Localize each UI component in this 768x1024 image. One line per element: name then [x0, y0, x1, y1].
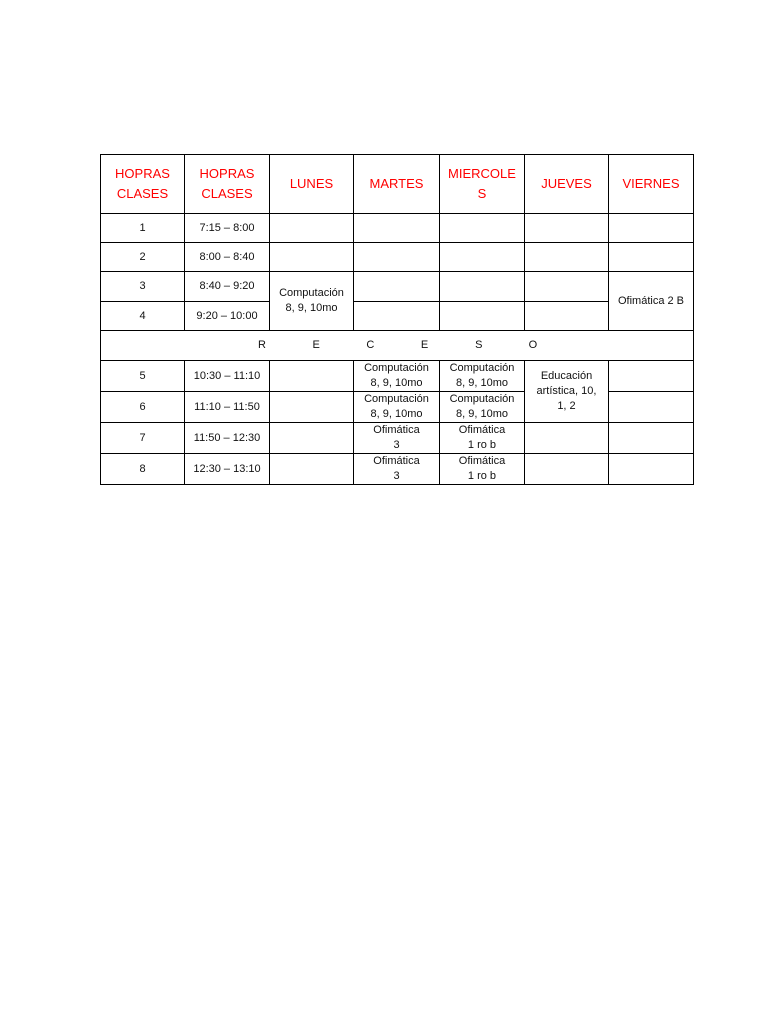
table-row: [101, 243, 694, 272]
class-grades: 8, 9, 10mo: [370, 408, 423, 420]
monday-class-cell: [270, 272, 354, 331]
empty-cell: [270, 392, 354, 423]
empty-cell: [440, 302, 525, 331]
class-subject: Ofimática: [458, 424, 506, 436]
table-row: [101, 423, 694, 454]
empty-cell: [525, 214, 609, 243]
wednesday-class-cell: [440, 423, 525, 454]
period-time: 8:40 – 9:20: [185, 272, 270, 302]
tuesday-class-cell: [354, 454, 440, 485]
recess-letter: R: [258, 339, 266, 351]
wednesday-class-cell: [440, 361, 525, 392]
empty-cell: [270, 361, 354, 392]
period-time: 11:10 – 11:50: [185, 392, 270, 423]
period-number: 3: [101, 272, 185, 302]
header-friday: VIERNES: [609, 155, 694, 214]
table-row: [101, 302, 694, 331]
table-row: [101, 214, 694, 243]
period-number: 4: [101, 302, 185, 331]
header-thursday: JUEVES: [525, 155, 609, 214]
period-number: 5: [101, 361, 185, 392]
recess-label: [257, 338, 538, 353]
class-subject: Ofimática: [373, 424, 420, 436]
period-time: 8:00 – 8:40: [185, 243, 270, 272]
class-subject: Computación: [279, 287, 344, 299]
period-number: 6: [101, 392, 185, 423]
header-wednesday: MIERCOLE S: [440, 155, 525, 214]
empty-cell: [609, 392, 694, 423]
class-grades: 1, 2: [557, 400, 576, 412]
empty-cell: [609, 243, 694, 272]
empty-cell: [525, 302, 609, 331]
header-class-hours-2: HOPRAS CLASES: [185, 155, 270, 214]
recess-letter: C: [366, 339, 375, 351]
tuesday-class-cell: [354, 423, 440, 454]
empty-cell: [525, 272, 609, 302]
class-grades: 1 ro b: [467, 470, 497, 482]
empty-cell: [354, 272, 440, 302]
header-class-hours-1: HOPRAS CLASES: [101, 155, 185, 214]
period-time: 12:30 – 13:10: [185, 454, 270, 485]
period-number: 8: [101, 454, 185, 485]
recess-letter: S: [475, 339, 483, 351]
recess-letter: O: [528, 339, 538, 351]
class-subject: Ofimática: [458, 455, 506, 467]
class-grades: 8, 9, 10mo: [285, 302, 338, 314]
recess-letter: E: [420, 339, 429, 351]
header-tuesday: MARTES: [354, 155, 440, 214]
thursday-class-cell: [525, 361, 609, 423]
empty-cell: [270, 454, 354, 485]
recess-row: [101, 331, 694, 361]
class-grades: 8, 9, 10mo: [370, 377, 423, 389]
class-grades: 8, 9, 10mo: [456, 408, 508, 420]
class-schedule-table: [100, 154, 694, 485]
empty-cell: [270, 214, 354, 243]
class-subject: Computación: [449, 393, 515, 405]
empty-cell: [609, 361, 694, 392]
empty-cell: [270, 423, 354, 454]
recess-letter: E: [312, 339, 320, 351]
empty-cell: [354, 214, 440, 243]
empty-cell: [609, 454, 694, 485]
class-subject: Ofimática: [373, 455, 420, 467]
tuesday-class-cell: [354, 361, 440, 392]
empty-cell: [525, 243, 609, 272]
table-row: [101, 272, 694, 302]
class-grades: 8, 9, 10mo: [456, 377, 508, 389]
class-grades: 3: [393, 470, 400, 482]
period-number: 7: [101, 423, 185, 454]
class-subject: Computación: [364, 393, 429, 405]
wednesday-class-cell: [440, 392, 525, 423]
period-time: 11:50 – 12:30: [185, 423, 270, 454]
class-subject-cont: artística, 10,: [536, 385, 597, 397]
header-monday: LUNES: [270, 155, 354, 214]
empty-cell: [440, 243, 525, 272]
friday-class-cell: Ofimática 2 B: [609, 272, 694, 331]
empty-cell: [270, 243, 354, 272]
empty-cell: [525, 423, 609, 454]
period-number: 2: [101, 243, 185, 272]
class-subject: Computación: [364, 362, 429, 374]
table-row: [101, 361, 694, 392]
wednesday-class-cell: [440, 454, 525, 485]
empty-cell: [525, 454, 609, 485]
class-subject: Computación: [449, 362, 515, 374]
recess-cell: [101, 331, 694, 361]
header-row: [101, 155, 694, 214]
period-time: 7:15 – 8:00: [185, 214, 270, 243]
table-row: [101, 454, 694, 485]
empty-cell: [609, 423, 694, 454]
period-time: 10:30 – 11:10: [185, 361, 270, 392]
empty-cell: [354, 302, 440, 331]
empty-cell: [440, 272, 525, 302]
class-subject: Educación: [540, 370, 593, 382]
empty-cell: [354, 243, 440, 272]
empty-cell: [609, 214, 694, 243]
class-grades: 3: [393, 439, 400, 451]
period-time: 9:20 – 10:00: [185, 302, 270, 331]
period-number: 1: [101, 214, 185, 243]
tuesday-class-cell: [354, 392, 440, 423]
empty-cell: [440, 214, 525, 243]
class-grades: 1 ro b: [467, 439, 497, 451]
